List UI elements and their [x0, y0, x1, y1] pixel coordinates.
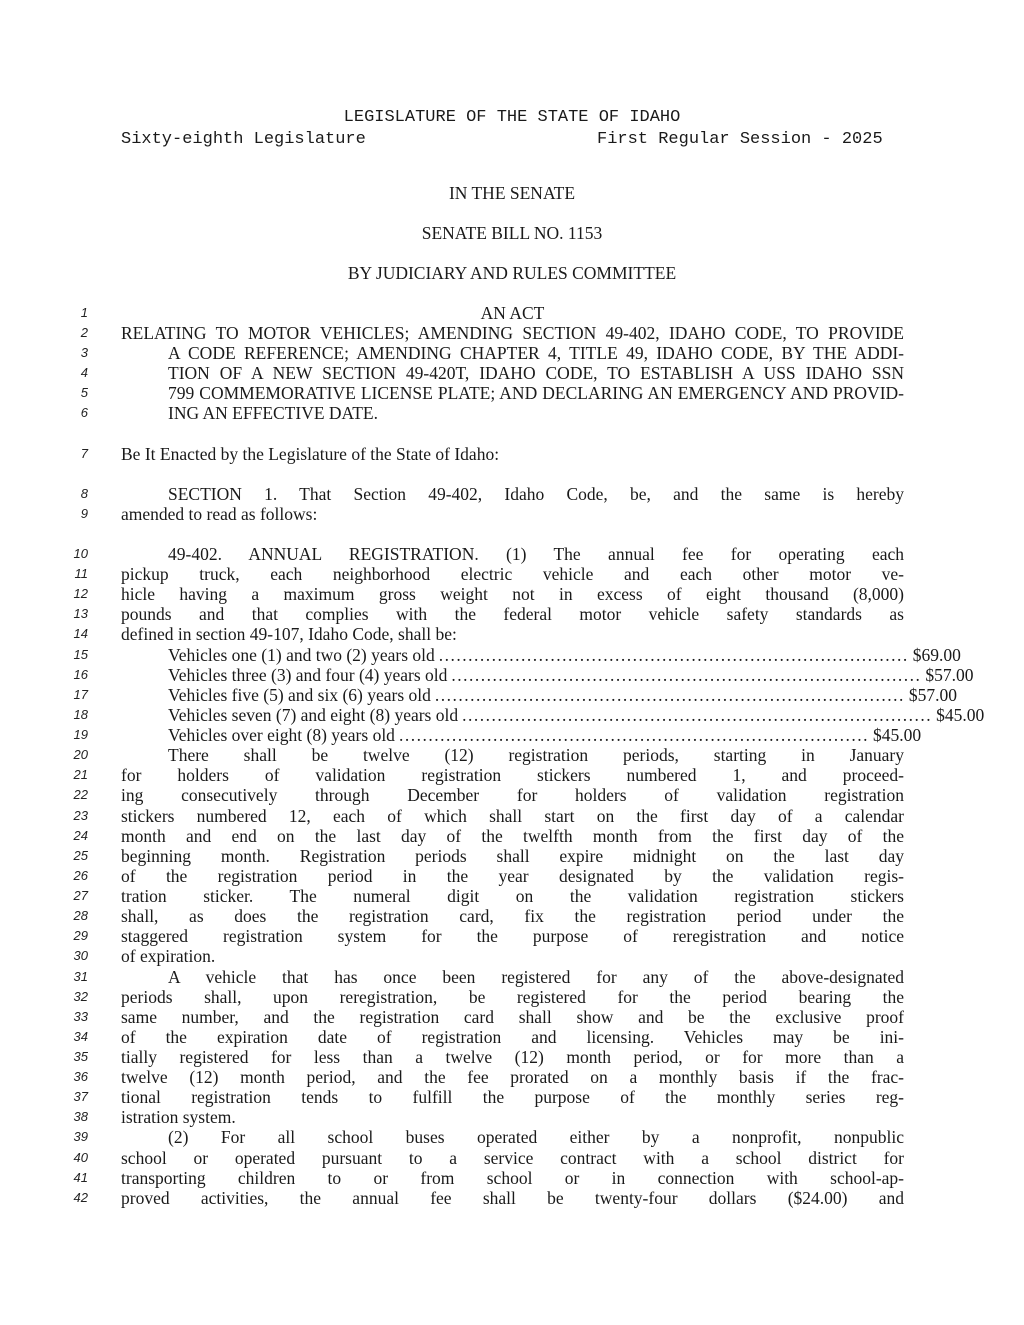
bill-line [0, 765, 1024, 785]
line-text: istration system. [121, 1107, 236, 1128]
bill-line [0, 987, 1024, 1007]
bill-line [0, 826, 1024, 846]
line-text: hicle having a maximum gross weight not in excess of eight thousand (8,000) [121, 584, 904, 605]
bill-line [0, 564, 1024, 584]
leader-dots: ................................................................................ [451, 664, 922, 685]
line-text: A vehicle that has once been registered for any of the above-designated [168, 966, 904, 987]
line-number: 20 [73, 747, 88, 763]
line-number: 41 [73, 1169, 88, 1185]
line-number: 6 [80, 405, 88, 420]
line-number: 9 [80, 506, 88, 521]
line-number: 37 [73, 1089, 88, 1105]
line-text: tional registration tends to fulfill the purpose of the monthly series reg- [121, 1087, 904, 1108]
line-number: 15 [73, 646, 88, 662]
line-text: pounds and that complies with the federal motor vehicle safety standards as [121, 604, 904, 625]
bill-line [0, 806, 1024, 826]
line-text: amended to read as follows: [121, 504, 318, 524]
line-number: 39 [73, 1129, 88, 1145]
fee-label: Vehicles three (3) and four (4) years old [168, 664, 448, 685]
fee-amount: $45.00 [872, 725, 922, 746]
line-number: 32 [73, 988, 88, 1004]
line-number: 22 [73, 787, 88, 803]
line-number: 10 [73, 546, 88, 561]
line-text: ing consecutively through December for holders of validation registration [121, 785, 904, 806]
line-text: same number, and the registration card shall show and be the exclusive proof [121, 1006, 904, 1027]
line-number: 31 [73, 968, 88, 984]
bill-line [0, 1047, 1024, 1067]
line-text: AN ACT [480, 303, 545, 323]
line-number: 36 [73, 1069, 88, 1085]
bill-line [0, 946, 1024, 966]
leader-dots: ................................................................................ [438, 644, 909, 665]
legislature-number: Sixty-eighth Legislature [121, 130, 366, 149]
bill-line [0, 1107, 1024, 1127]
bill-line [0, 343, 1024, 363]
line-text: ING AN EFFECTIVE DATE. [168, 403, 378, 423]
bill-line [0, 906, 1024, 926]
bill-line [0, 1007, 1024, 1027]
bill-line [0, 685, 1024, 705]
line-text: TION OF A NEW SECTION 49-420T, IDAHO CODE, TO ESTABLISH A USS IDAHO SSN [168, 363, 904, 383]
line-text: There shall be twelve (12) registration periods, starting in January [168, 745, 904, 766]
fee-schedule-row [168, 684, 958, 705]
line-number: 11 [74, 566, 88, 582]
line-number: 5 [80, 385, 88, 400]
session-name: First Regular Session - 2025 [597, 130, 883, 149]
bill-line [0, 705, 1024, 725]
line-text: pickup truck, each neighborhood electric vehicle and each other motor ve- [121, 564, 904, 585]
line-text: of the registration period in the year designated by the validation regis- [121, 865, 904, 886]
bill-line [0, 323, 1024, 343]
bill-line [0, 363, 1024, 383]
bill-line [0, 444, 1024, 464]
line-text: month and end on the last day of the twelfth month from the first day of the [121, 825, 904, 846]
line-number: 33 [73, 1008, 88, 1024]
bill-line [0, 1087, 1024, 1107]
line-text: 49-402. ANNUAL REGISTRATION. (1) The annual fee for operating each [168, 544, 904, 564]
bill-line [0, 886, 1024, 906]
line-text: for holders of validation registration stickers numbered 1, and proceed- [121, 765, 904, 786]
line-number: 3 [80, 345, 88, 360]
line-number: 12 [73, 586, 88, 602]
line-number: 19 [73, 727, 88, 743]
line-text: twelve (12) month period, and the fee prorated on a monthly basis if the frac- [121, 1067, 904, 1088]
bill-line [0, 866, 1024, 886]
line-number: 28 [73, 908, 88, 924]
leader-dots: ................................................................................ [434, 684, 905, 705]
line-text: defined in section 49-107, Idaho Code, shall be: [121, 624, 457, 645]
bill-line [0, 484, 1024, 504]
bill-line [0, 926, 1024, 946]
fee-schedule-row [168, 725, 922, 746]
bill-line [0, 1067, 1024, 1087]
bill-line [0, 846, 1024, 866]
line-text: transporting children to or from school or in connection with school-ap- [121, 1167, 904, 1188]
legislature-title: LEGISLATURE OF THE STATE OF IDAHO [343, 108, 681, 127]
bill-line [0, 967, 1024, 987]
line-number: 18 [73, 706, 88, 722]
line-text: RELATING TO MOTOR VEHICLES; AMENDING SECTION 49-402, IDAHO CODE, TO PROVIDE [121, 323, 904, 343]
bill-line [0, 624, 1024, 644]
fee-amount: $57.00 [908, 684, 958, 705]
line-text: Be It Enacted by the Legislature of the State of Idaho: [121, 444, 500, 464]
fee-amount: $69.00 [912, 644, 961, 665]
line-text: tration sticker. The numeral digit on the validation registration stickers [121, 886, 904, 907]
line-number: 25 [73, 847, 88, 863]
bill-number: SENATE BILL NO. 1153 [421, 223, 603, 243]
bill-line [0, 544, 1024, 564]
line-text: school or operated pursuant to a service contract with a school district for [121, 1147, 904, 1168]
bill-line [0, 1027, 1024, 1047]
line-text: beginning month. Registration periods shall expire midnight on the last day [121, 845, 904, 866]
line-number: 23 [73, 807, 88, 823]
line-text: stickers numbered 12, each of which shall start on the first day of a calendar [121, 805, 904, 826]
line-text: periods shall, upon reregistration, be registered for the period bearing the [121, 986, 904, 1007]
line-text: (2) For all school buses operated either by a nonprofit, nonpublic [168, 1127, 904, 1148]
bill-line [0, 645, 1024, 665]
line-number: 26 [73, 867, 88, 883]
bill-line [0, 725, 1024, 745]
line-text: tially registered for less than a twelve (12) month period, or for more than a [121, 1047, 904, 1067]
line-text: shall, as does the registration card, fix the registration period under the [121, 906, 904, 927]
line-text: staggered registration system for the purpose of reregistration and notice [121, 926, 904, 947]
line-number: 16 [73, 666, 88, 682]
bill-line [0, 1127, 1024, 1147]
fee-label: Vehicles over eight (8) years old [168, 725, 395, 746]
bill-line [0, 584, 1024, 604]
bill-line [0, 745, 1024, 765]
bill-line [0, 665, 1024, 685]
line-number: 21 [73, 767, 88, 783]
line-number: 30 [73, 948, 88, 964]
line-text: of expiration. [121, 946, 216, 967]
line-number: 13 [73, 606, 88, 622]
fee-label: Vehicles seven (7) and eight (8) years old [168, 704, 459, 725]
line-number: 38 [73, 1109, 88, 1125]
line-text: 799 COMMEMORATIVE LICENSE PLATE; AND DECLARING AN EMERGENCY AND PROVID- [168, 383, 904, 403]
fee-schedule-row [168, 664, 974, 685]
line-number: 24 [73, 827, 88, 843]
line-number: 2 [80, 325, 88, 340]
sponsor: BY JUDICIARY AND RULES COMMITTEE [347, 263, 677, 283]
line-number: 17 [73, 686, 88, 702]
bill-line [0, 604, 1024, 624]
bill-line [0, 1188, 1024, 1208]
fee-amount: $57.00 [925, 664, 974, 685]
line-number: 1 [80, 305, 88, 320]
line-number: 4 [80, 365, 88, 380]
line-text: of the expiration date of registration and licensing. Vehicles may be ini- [121, 1026, 904, 1047]
bill-line [0, 504, 1024, 524]
line-number: 29 [73, 928, 88, 944]
line-number: 14 [73, 626, 88, 642]
bill-line [0, 785, 1024, 805]
fee-label: Vehicles one (1) and two (2) years old [168, 644, 435, 665]
line-text: A CODE REFERENCE; AMENDING CHAPTER 4, TITLE 49, IDAHO CODE, BY THE ADDI- [168, 343, 904, 363]
line-number: 35 [73, 1049, 88, 1064]
line-number: 42 [73, 1189, 88, 1205]
fee-amount: $45.00 [936, 704, 985, 725]
line-number: 27 [73, 888, 88, 904]
fee-schedule-row [168, 704, 985, 725]
line-number: 40 [73, 1149, 88, 1165]
leader-dots: ................................................................................ [462, 704, 933, 725]
line-number: 8 [80, 486, 88, 501]
bill-line [0, 383, 1024, 403]
line-number: 34 [73, 1028, 88, 1044]
line-number: 7 [80, 446, 88, 461]
bill-line [0, 1148, 1024, 1168]
line-text: SECTION 1. That Section 49-402, Idaho Code, be, and the same is hereby [168, 484, 904, 504]
bill-line [0, 303, 1024, 323]
bill-line [0, 1168, 1024, 1188]
bill-line [0, 403, 1024, 423]
leader-dots: ................................................................................ [398, 725, 869, 746]
fee-schedule-row [168, 644, 961, 665]
fee-label: Vehicles five (5) and six (6) years old [168, 684, 431, 705]
line-text: proved activities, the annual fee shall be twenty-four dollars ($24.00) and [121, 1187, 904, 1208]
chamber: IN THE SENATE [448, 183, 576, 203]
